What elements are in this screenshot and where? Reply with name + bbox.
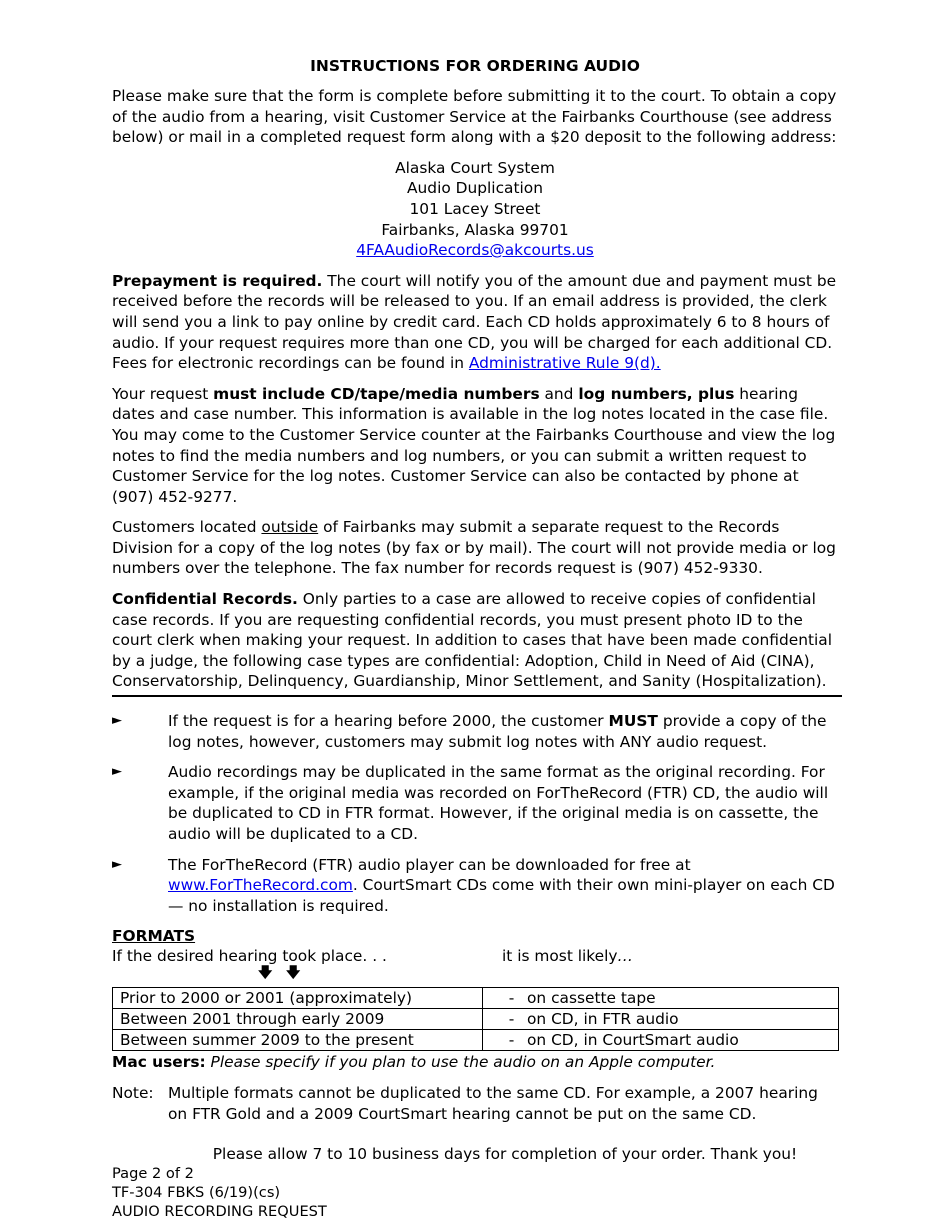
- formats-right-ellipsis: …: [617, 947, 633, 966]
- formats-right-text: it is most likely: [502, 947, 618, 966]
- table-cell-format: [483, 1009, 839, 1030]
- request-paragraph: [112, 384, 838, 508]
- formats-table: [112, 987, 839, 1051]
- admin-rule-link[interactable]: Administrative Rule 9(d).: [468, 354, 661, 373]
- mac-users-note: [112, 1052, 838, 1073]
- table-cell-period: Between 2001 through early 2009: [113, 1009, 483, 1030]
- format-text: on CD, in FTR audio: [527, 1010, 679, 1029]
- request-text: Your request: [112, 384, 214, 403]
- bullet-text: . CourtSmart CDs come with their own mini-player on each CD — no installation is required.: [168, 876, 835, 915]
- table-cell-period: Between summer 2009 to the present: [113, 1030, 483, 1051]
- table-cell-period: Prior to 2000 or 2001 (approximately): [113, 988, 483, 1009]
- format-text: on CD, in CourtSmart audio: [527, 1031, 739, 1050]
- note-label: Note:: [112, 1083, 154, 1102]
- intro-paragraph: Please make sure that the form is complete before submitting it to the court. To obtain a copy of the audio from a hearing, visit Customer Service at the Fairbanks Courthouse (see address below) or mail in a completed request form along with a $20 deposit to the following address:: [112, 87, 837, 147]
- mac-heading: Mac users:: [112, 1053, 206, 1072]
- table-cell-format: [483, 1030, 839, 1051]
- email-link[interactable]: 4FAAudioRecords@akcourts.us: [356, 241, 594, 260]
- dash: -: [508, 1031, 515, 1050]
- prepayment-text: The court will notify you of the amount due and payment must be received before the records will be released to you. If an email address is provided, the clerk will send you a link to pay online by credit card. Each CD holds approximately 6 to 8 hours of audio. If your request requires more than one CD, you will be charged for each additional CD. Fees for electronic recordings can be found in: [112, 271, 837, 373]
- footer-form-name: AUDIO RECORDING REQUEST: [112, 1203, 327, 1221]
- section-divider: [112, 695, 842, 697]
- triangle-bullet-icon: ►: [112, 856, 122, 872]
- formats-heading: FORMATS: [112, 927, 196, 946]
- request-text: hearing dates and case number. This information is available in the log notes located in the case file. You may come to the Customer Service counter at the Fairbanks Courthouse and view the log notes to find the media numbers and log numbers, or you can submit a written request to Customer Service for the log notes. Customer Service can also be contacted by phone at (907) 452-9277.: [112, 384, 836, 506]
- arrow-down-icon: 🡇: [258, 965, 273, 982]
- table-row: [113, 1030, 839, 1051]
- format-text: on cassette tape: [527, 989, 656, 1008]
- address-line: 101 Lacey Street: [409, 199, 541, 218]
- footer: [112, 1164, 838, 1221]
- list-item: [112, 711, 838, 752]
- formats-left-intro: If the desired hearing took place. . .: [112, 947, 387, 966]
- note: [112, 1083, 838, 1124]
- outside-text: of Fairbanks may submit a separate request to the Records Division for a copy of the log notes (by fax or by mail). The court will not provide media or log numbers over the telephone. The fax number for records request is (907) 452-9330.: [112, 518, 836, 578]
- request-text: and: [539, 384, 579, 403]
- triangle-bullet-icon: ►: [112, 764, 122, 780]
- confidential-heading: Confidential Records.: [112, 590, 298, 609]
- list-item: [112, 855, 838, 917]
- outside-underlined: outside: [261, 518, 319, 537]
- address-line: Alaska Court System: [395, 158, 555, 177]
- dash: -: [508, 1010, 515, 1029]
- arrow-down-icon: 🡇: [286, 965, 301, 982]
- fortherecord-link[interactable]: www.ForTheRecord.com: [168, 876, 353, 895]
- table-row: [113, 1009, 839, 1030]
- bullet-text: If the request is for a hearing before 2000, the customer: [168, 712, 609, 731]
- footer-page-number: Page 2 of 2: [112, 1165, 194, 1183]
- confidential-text: Only parties to a case are allowed to receive copies of confidential case records. If you are requesting confidential records, you must present photo ID to the court clerk when making your request. In addition to cases that have been made confidential by a judge, the following case types are confidential: Adoption, Child in Need of Aid (CINA), Conservatorship, Delinquency, Guardianship, Minor Settlement, and Sanity (Hospitalization).: [112, 590, 832, 691]
- mailing-address: [112, 158, 838, 261]
- request-bold: must include CD/tape/media numbers: [213, 384, 540, 403]
- document-page: [112, 56, 838, 1221]
- table-row: [113, 988, 839, 1009]
- outside-paragraph: [112, 517, 838, 579]
- bullet-list: [112, 711, 838, 916]
- outside-text: Customers located: [112, 518, 262, 537]
- bullet-text: The ForTheRecord (FTR) audio player can be downloaded for free at: [168, 855, 691, 874]
- request-bold: log numbers, plus: [578, 384, 735, 403]
- address-line: Fairbanks, Alaska 99701: [381, 220, 569, 239]
- triangle-bullet-icon: ►: [112, 713, 122, 729]
- page-title: INSTRUCTIONS FOR ORDERING AUDIO: [310, 57, 640, 75]
- mac-text: Please specify if you plan to use the audio on an Apple computer.: [205, 1053, 716, 1072]
- formats-intro: [112, 946, 838, 966]
- table-cell-format: [483, 988, 839, 1009]
- confidential-paragraph: [112, 589, 838, 692]
- down-arrows: [112, 966, 838, 984]
- bullet-text: Audio recordings may be duplicated in the same format as the original recording. For example, if the original media was recorded on ForTheRecord (FTR) CD, the audio will be duplicated to CD in FTR format. However, if the original media is on cassette, the audio will be duplicated to a CD.: [168, 763, 829, 843]
- prepayment-heading: Prepayment is required.: [112, 271, 323, 290]
- bullet-bold: MUST: [608, 712, 658, 731]
- note-text: Multiple formats cannot be duplicated to the same CD. For example, a 2007 hearing on FTR Gold and a 2009 CourtSmart hearing cannot be put on the same CD.: [168, 1083, 818, 1123]
- footer-form-id: TF-304 FBKS (6/19)(cs): [112, 1184, 281, 1202]
- prepayment-paragraph: [112, 271, 838, 374]
- dash: -: [508, 989, 515, 1008]
- list-item: [112, 762, 838, 844]
- bullet-text: provide a copy of the log notes, however, customers may submit log notes with ANY audio request.: [168, 712, 827, 751]
- closing-line: Please allow 7 to 10 business days for completion of your order. Thank you!: [212, 1145, 798, 1164]
- address-line: Audio Duplication: [407, 179, 543, 198]
- formats-right-intro: [502, 946, 633, 967]
